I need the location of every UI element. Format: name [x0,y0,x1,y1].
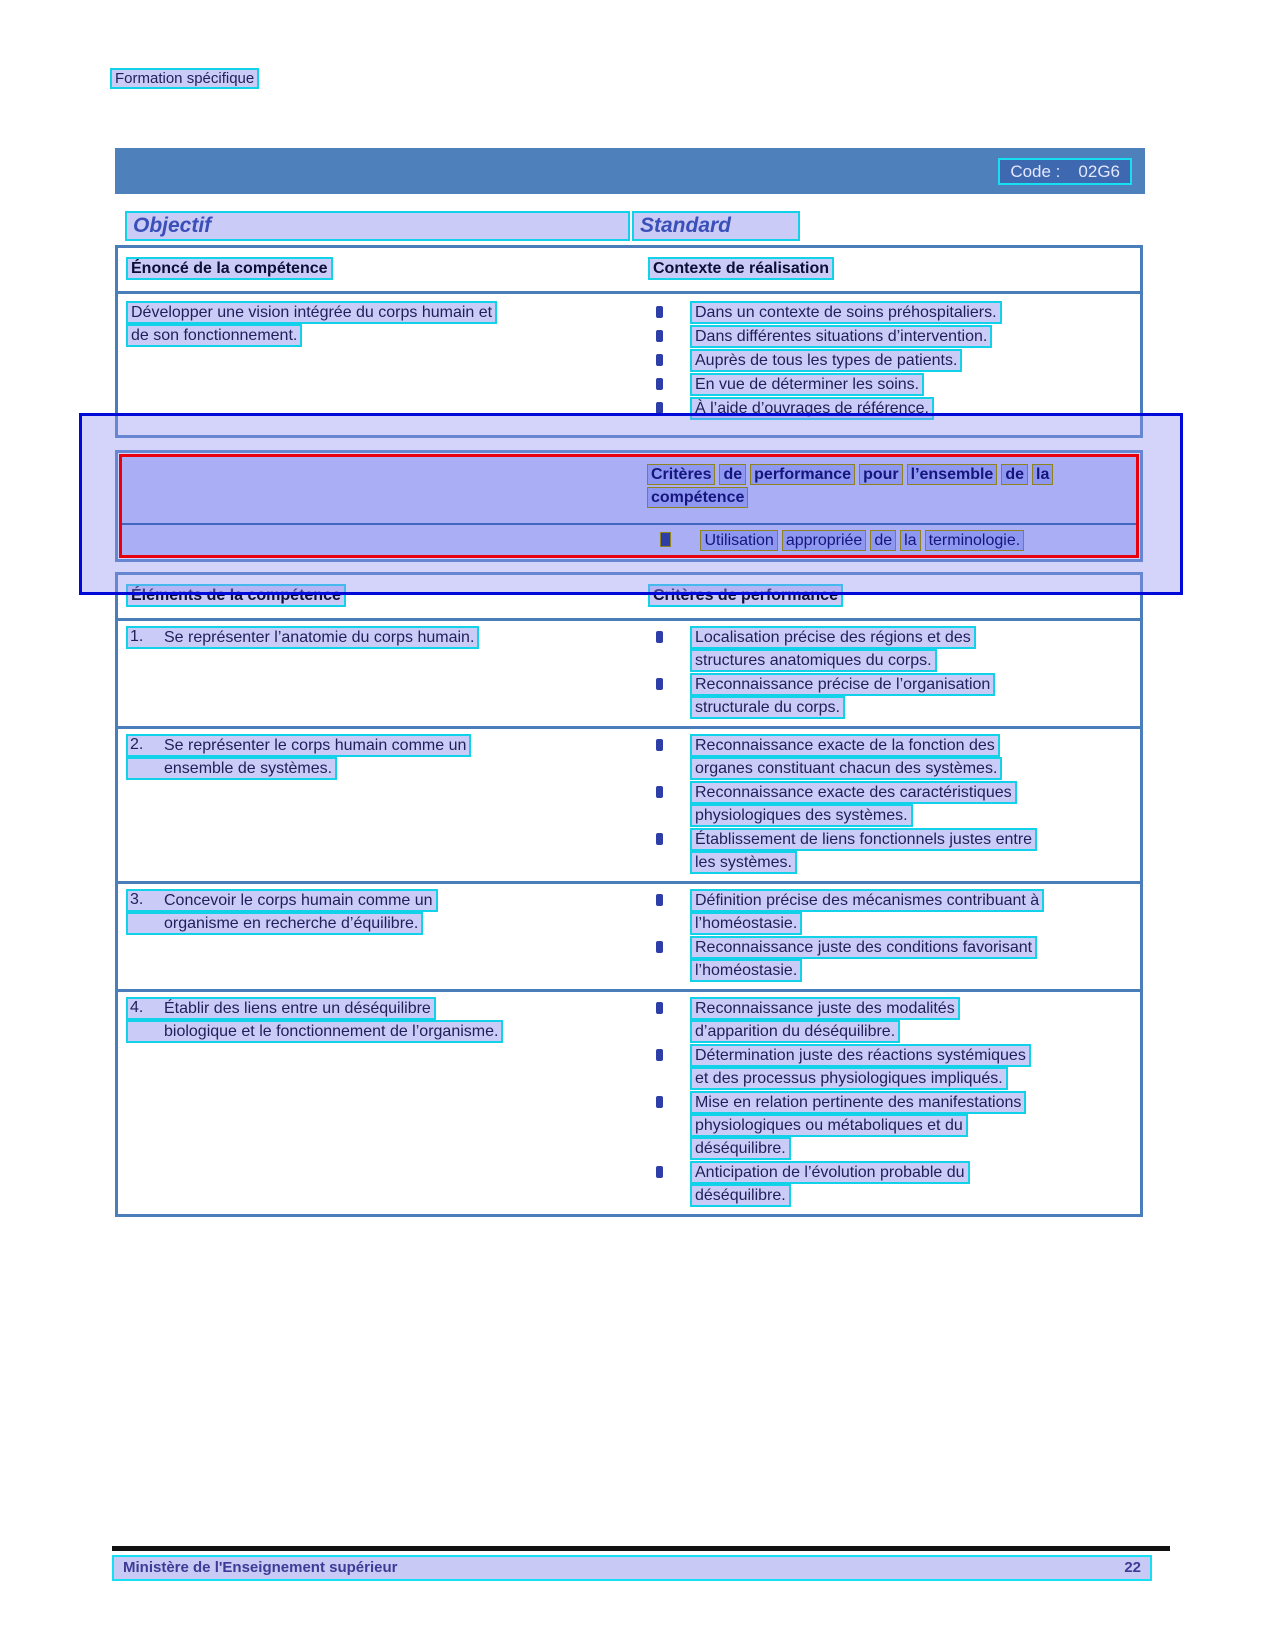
page-number: 22 [1124,1559,1141,1576]
context-bullets [623,301,1140,421]
element-line: Se représenter l’anatomie du corps humain. [126,626,479,649]
table1-header-row [118,248,1140,294]
criteria-line: Anticipation de l’évolution probable du [690,1161,970,1184]
header-criteres: Critères de performance [648,584,843,607]
element-number: 1. [130,628,144,645]
objectif-heading: Objectif [125,211,630,241]
criteria-bullet-item [623,889,1044,935]
criteria-bullet-lines [690,828,1037,874]
criteria-bullet-item [623,626,976,672]
criteria-line: l’homéostasie. [690,959,802,982]
criteria-bullet-lines [690,1161,970,1207]
criteria-bullet-lines [690,997,960,1043]
criteria-line: déséquilibre. [690,1137,791,1160]
criteria-line: Reconnaissance précise de l’organisation [690,673,995,696]
header-contexte: Contexte de réalisation [648,257,834,280]
criteria-bullet-item [623,936,1037,982]
element-lines [160,626,479,649]
context-bullet-item [623,325,992,348]
criteria-bullet-item [623,997,960,1043]
table1-body-row [118,294,1140,421]
element-cell [118,626,623,720]
criteria-bullet-item [623,828,1037,874]
criteria-bullet-lines [690,936,1037,982]
terminology-word: appropriée [782,530,867,551]
context-bullet-text: Dans un contexte de soins préhospitaliers. [690,301,1002,324]
code-value: 02G6 [1078,161,1120,181]
criteria-title-line [627,487,1136,508]
criteria-line: Mise en relation pertinente des manifestations [690,1091,1026,1114]
criteria-bullet-lines [690,1091,1026,1160]
criteria-line: les systèmes. [690,851,797,874]
red-highlight-frame [119,454,1139,558]
statement-cell [118,301,623,421]
criteria-bullet-item [623,1161,970,1207]
element-number: 2. [130,736,144,753]
bullet-icon [660,532,671,547]
criteria-line: Reconnaissance exacte des caractéristiques [690,781,1017,804]
element-number: 4. [130,999,144,1016]
competence-statement-table [115,245,1143,438]
criteria-word: performance [750,464,855,485]
statement-line: Développer une vision intégrée du corps humain et [126,301,497,324]
bullet-icon [656,378,663,390]
criteria-bullet-row [122,523,1136,553]
table3-header-row [118,575,1140,621]
element-row [118,989,1140,1214]
overall-criteria-table [115,450,1143,562]
bullet-icon [656,1049,663,1061]
bullet-icon [656,894,663,906]
terminology-word: terminologie. [925,530,1025,551]
context-bullet-text: En vue de déterminer les soins. [690,373,924,396]
code-badge [998,158,1132,185]
empty-cell [122,530,627,553]
context-bullet-item [623,373,924,396]
element-lines [160,889,438,935]
criteria-line: structures anatomiques du corps. [690,649,937,672]
criteria-line: déséquilibre. [690,1184,791,1207]
element-lines [160,997,503,1043]
element-lines [160,734,471,780]
criteria-line: Localisation précise des régions et des [690,626,976,649]
criteria-bullet-lines [690,673,995,719]
criteria-line: Reconnaissance juste des modalités [690,997,960,1020]
element-number: 3. [130,891,144,908]
bullet-icon [656,678,663,690]
criteria-title [627,464,1136,523]
criteria-line: et des processus physiologiques impliqués. [690,1067,1008,1090]
context-bullet-text: À l’aide d’ouvrages de référence. [690,397,934,420]
bullet-icon [656,402,663,414]
criteria-line: physiologiques ou métaboliques et du [690,1114,968,1137]
terminology-word: de [870,530,896,551]
bullet-icon [656,306,663,318]
element-line: ensemble de systèmes. [126,757,337,780]
footer-rule [112,1546,1170,1551]
statement-line: de son fonctionnement. [126,324,302,347]
terminology-bullet [627,530,1136,551]
empty-cell [122,464,627,523]
criteria-line: Reconnaissance juste des conditions favorisant [690,936,1037,959]
element-line: Se représenter le corps humain comme un [126,734,471,757]
element-cell [118,734,623,875]
header-banner [115,148,1145,194]
elements-rows [118,621,1140,1214]
criteria-bullet-lines [690,889,1044,935]
ministry-label: Ministère de l'Enseignement supérieur [123,1559,398,1576]
criteria-word: de [719,464,746,485]
element-line: Établir des liens entre un déséquilibre [126,997,436,1020]
bullet-icon [656,631,663,643]
context-bullet-text: Auprès de tous les types de patients. [690,349,962,372]
element-row [118,726,1140,881]
criteria-word: pour [859,464,903,485]
criteria-line: Définition précise des mécanismes contribuant à [690,889,1044,912]
criteria-word: de [1001,464,1028,485]
criteria-word: la [1032,464,1053,485]
criteria-cell [623,626,1140,720]
context-bullet-text: Dans différentes situations d’intervention. [690,325,992,348]
header-enonce: Énoncé de la compétence [126,257,333,280]
criteria-bullet-item [623,673,995,719]
element-line: Concevoir le corps humain comme un [126,889,438,912]
bullet-icon [656,1096,663,1108]
terminology-word: Utilisation [700,530,777,551]
criteria-line: Reconnaissance exacte de la fonction des [690,734,1000,757]
criteria-bullet-lines [690,734,1002,780]
criteria-line: Détermination juste des réactions systémiques [690,1044,1031,1067]
criteria-cell [623,997,1140,1208]
criteria-title-row [122,457,1136,523]
standard-heading: Standard [632,211,800,241]
criteria-bullet-item [623,781,1017,827]
criteria-line: d’apparition du déséquilibre. [690,1020,900,1043]
bullet-icon [656,739,663,751]
element-row [118,881,1140,989]
footer-bar [112,1555,1152,1581]
criteria-line: l’homéostasie. [690,912,802,935]
section-label: Formation spécifique [110,68,259,89]
criteria-line: Établissement de liens fonctionnels justes entre [690,828,1037,851]
criteria-bullet-lines [690,626,976,672]
criteria-cell [623,889,1140,983]
criteria-line: structurale du corps. [690,696,845,719]
criteria-line: organes constituant chacun des systèmes. [690,757,1002,780]
elements-table [115,572,1143,1217]
criteria-title-line [627,464,1136,485]
context-bullet-item [623,349,962,372]
bullet-icon [656,941,663,953]
bullet-icon [656,1002,663,1014]
terminology-word: la [900,530,920,551]
criteria-cell [623,734,1140,875]
element-line: organisme en recherche d’équilibre. [126,912,423,935]
header-elements: Éléments de la compétence [126,584,346,607]
element-line: biologique et le fonctionnement de l’organisme. [126,1020,503,1043]
criteria-bullet-item [623,1044,1031,1090]
criteria-word: compétence [647,487,748,508]
context-bullet-item [623,397,934,420]
context-bullet-item [623,301,1002,324]
element-cell [118,889,623,983]
criteria-line: physiologiques des systèmes. [690,804,913,827]
criteria-bullet-lines [690,781,1017,827]
criteria-word: l’ensemble [907,464,998,485]
element-row [118,621,1140,726]
criteria-word: Critères [647,464,715,485]
criteria-bullet-lines [690,1044,1031,1090]
bullet-icon [656,833,663,845]
bullet-icon [656,1166,663,1178]
bullet-icon [656,354,663,366]
bullet-icon [656,330,663,342]
code-label: Code : [1010,161,1061,181]
criteria-bullet-item [623,1091,1026,1160]
bullet-icon [656,786,663,798]
criteria-bullet-item [623,734,1002,780]
element-cell [118,997,623,1208]
